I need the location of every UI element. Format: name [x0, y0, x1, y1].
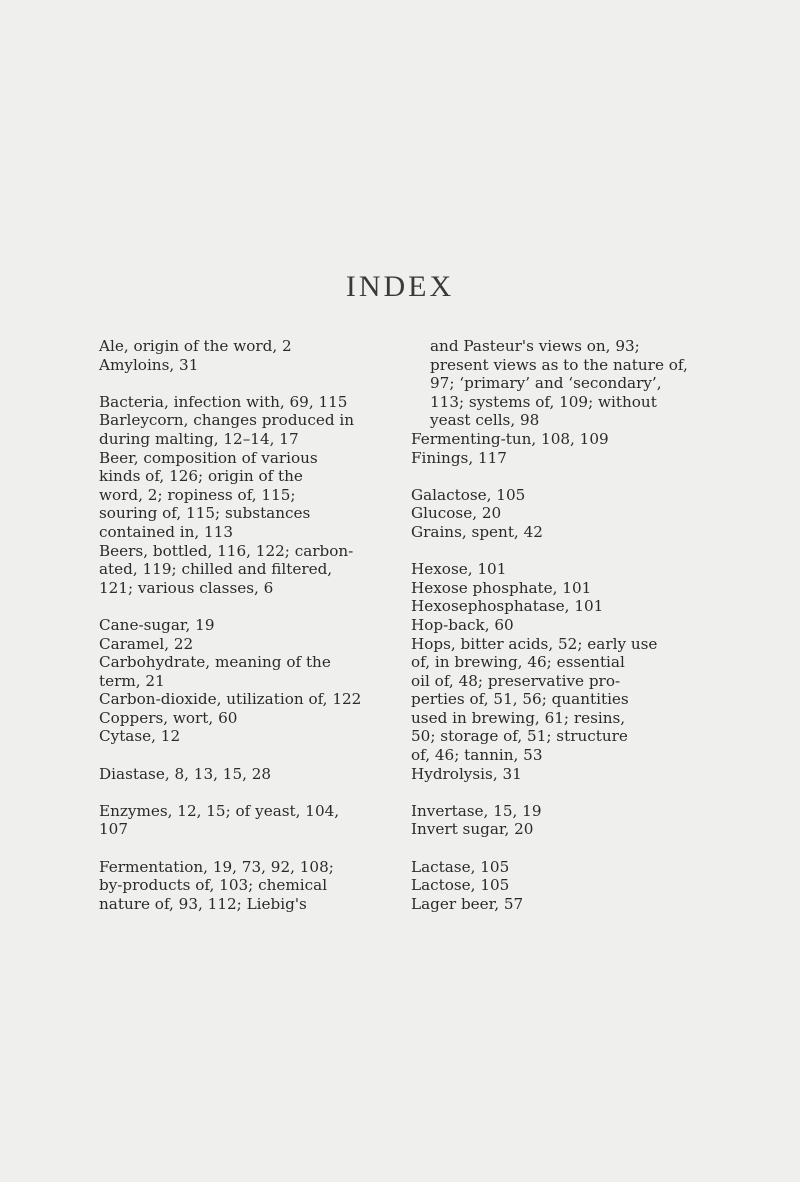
index-entry-line: kinds of, 126; origin of the	[99, 467, 303, 486]
index-entry-line: present views as to the nature of,	[430, 355, 688, 374]
index-entry	[411, 579, 721, 598]
index-entry	[411, 876, 721, 895]
index-entry	[411, 635, 721, 765]
index-letter-group	[99, 802, 409, 839]
index-column-left	[99, 337, 409, 932]
index-entry-line: 121; various classes, 6	[99, 578, 274, 597]
index-entry-line: 50; storage of, 51; structure	[411, 727, 628, 746]
index-entry-line: Hexosephosphatase, 101	[411, 597, 604, 616]
index-entry-line: Hexose phosphate, 101	[411, 578, 592, 597]
index-entry-line: Beers, bottled, 116, 122; carbon-	[99, 541, 354, 560]
index-letter-group	[99, 337, 409, 374]
index-entry	[99, 858, 409, 914]
index-entry-line: and Pasteur's views on, 93;	[430, 337, 640, 355]
index-entry-line: Diastase, 8, 13, 15, 28	[99, 764, 272, 783]
index-entry-line: Carbohydrate, meaning of the	[99, 653, 331, 672]
index-letter-group	[99, 616, 409, 746]
index-entry-line: 107	[99, 820, 128, 839]
index-entry-line: of, 46; tannin, 53	[411, 746, 543, 765]
index-entry	[411, 820, 721, 839]
index-entry-line: Finings, 117	[411, 448, 507, 467]
index-entry-line: yeast cells, 98	[430, 411, 540, 430]
index-letter-group	[99, 765, 409, 784]
index-letter-group	[411, 486, 721, 542]
index-letter-group	[411, 337, 721, 467]
index-entry-line: souring of, 115; substances	[99, 504, 311, 523]
index-entry-line: Lager beer, 57	[411, 894, 524, 913]
index-entry	[99, 356, 409, 375]
index-entry	[411, 616, 721, 635]
index-entry-line: Hop-back, 60	[411, 615, 514, 634]
index-entry-line: Cane-sugar, 19	[99, 615, 215, 634]
index-entry-line: Hydrolysis, 31	[411, 764, 522, 783]
index-entry-line: Cytase, 12	[99, 727, 181, 746]
index-entry-line: Fermentation, 19, 73, 92, 108;	[99, 857, 334, 876]
index-entry	[99, 802, 409, 839]
index-entry-line: 113; systems of, 109; without	[430, 392, 657, 411]
index-letter-group	[99, 393, 409, 598]
index-entry-line: Hexose, 101	[411, 560, 507, 579]
index-entry	[99, 449, 409, 542]
index-entry	[99, 653, 409, 690]
index-entry-line: Beer, composition of various	[99, 448, 318, 467]
index-entry-line: Barleycorn, changes produced in	[99, 411, 355, 430]
index-entry-line: Caramel, 22	[99, 634, 194, 653]
index-entry-line: Amyloins, 31	[99, 355, 199, 374]
index-entry-line: term, 21	[99, 671, 165, 690]
index-entry	[411, 504, 721, 523]
index-entry	[99, 337, 409, 356]
index-entry	[99, 616, 409, 635]
index-entry-line: nature of, 93, 112; Liebig's	[99, 894, 307, 913]
index-entry-line: word, 2; ropiness of, 115;	[99, 485, 296, 504]
index-entry	[411, 895, 721, 914]
index-letter-group	[99, 858, 409, 914]
index-entry-line: Lactase, 105	[411, 857, 510, 876]
page-title: INDEX	[345, 270, 455, 303]
index-entry-line: Ale, origin of the word, 2	[99, 337, 292, 355]
index-entry-line: Carbon-dioxide, utilization of, 122	[99, 690, 362, 709]
index-entry-line: Galactose, 105	[411, 485, 526, 504]
index-entry-line: used in brewing, 61; resins,	[411, 708, 626, 727]
index-entry-line: Hops, bitter acids, 52; early use	[411, 634, 658, 653]
index-entry-line: ated, 119; chilled and filtered,	[99, 560, 333, 579]
index-entry	[411, 560, 721, 579]
index-entry	[411, 802, 721, 821]
index-entry-line: 97; ‘primary’ and ‘secondary’,	[430, 374, 662, 393]
index-entry-line: oil of, 48; preservative pro-	[411, 671, 621, 690]
index-entry	[411, 523, 721, 542]
index-entry	[411, 765, 721, 784]
index-column-right	[411, 337, 721, 932]
index-entry-line: Enzymes, 12, 15; of yeast, 104,	[99, 801, 340, 820]
index-entry-line: Invertase, 15, 19	[411, 801, 542, 820]
index-entry	[99, 690, 409, 709]
index-entry	[411, 597, 721, 616]
index-entry-line: Coppers, wort, 60	[99, 708, 238, 727]
index-entry-line: Grains, spent, 42	[411, 522, 543, 541]
index-letter-group	[411, 802, 721, 839]
index-entry	[411, 337, 721, 430]
index-entry	[411, 449, 721, 468]
index-entry	[99, 393, 409, 412]
index-entry	[99, 709, 409, 728]
index-entry-line: of, in brewing, 46; essential	[411, 653, 625, 672]
index-entry-line: Lactose, 105	[411, 876, 510, 895]
index-entry-line: perties of, 51, 56; quantities	[411, 690, 629, 709]
index-entry	[99, 542, 409, 598]
index-entry	[99, 765, 409, 784]
index-entry-line: contained in, 113	[99, 522, 234, 541]
index-letter-group	[411, 560, 721, 783]
index-entry	[99, 727, 409, 746]
index-entry	[411, 858, 721, 877]
index-entry-line: by-products of, 103; chemical	[99, 876, 328, 895]
index-entry	[99, 411, 409, 448]
index-entry	[411, 486, 721, 505]
index-entry-line: Glucose, 20	[411, 504, 502, 523]
index-entry-line: Fermenting-tun, 108, 109	[411, 429, 609, 448]
index-entry-line: Invert sugar, 20	[411, 820, 534, 839]
index-entry	[411, 430, 721, 449]
index-letter-group	[411, 858, 721, 914]
index-entry-line: Bacteria, infection with, 69, 115	[99, 392, 348, 411]
index-entry	[99, 635, 409, 654]
index-entry-line: during malting, 12–14, 17	[99, 429, 299, 448]
